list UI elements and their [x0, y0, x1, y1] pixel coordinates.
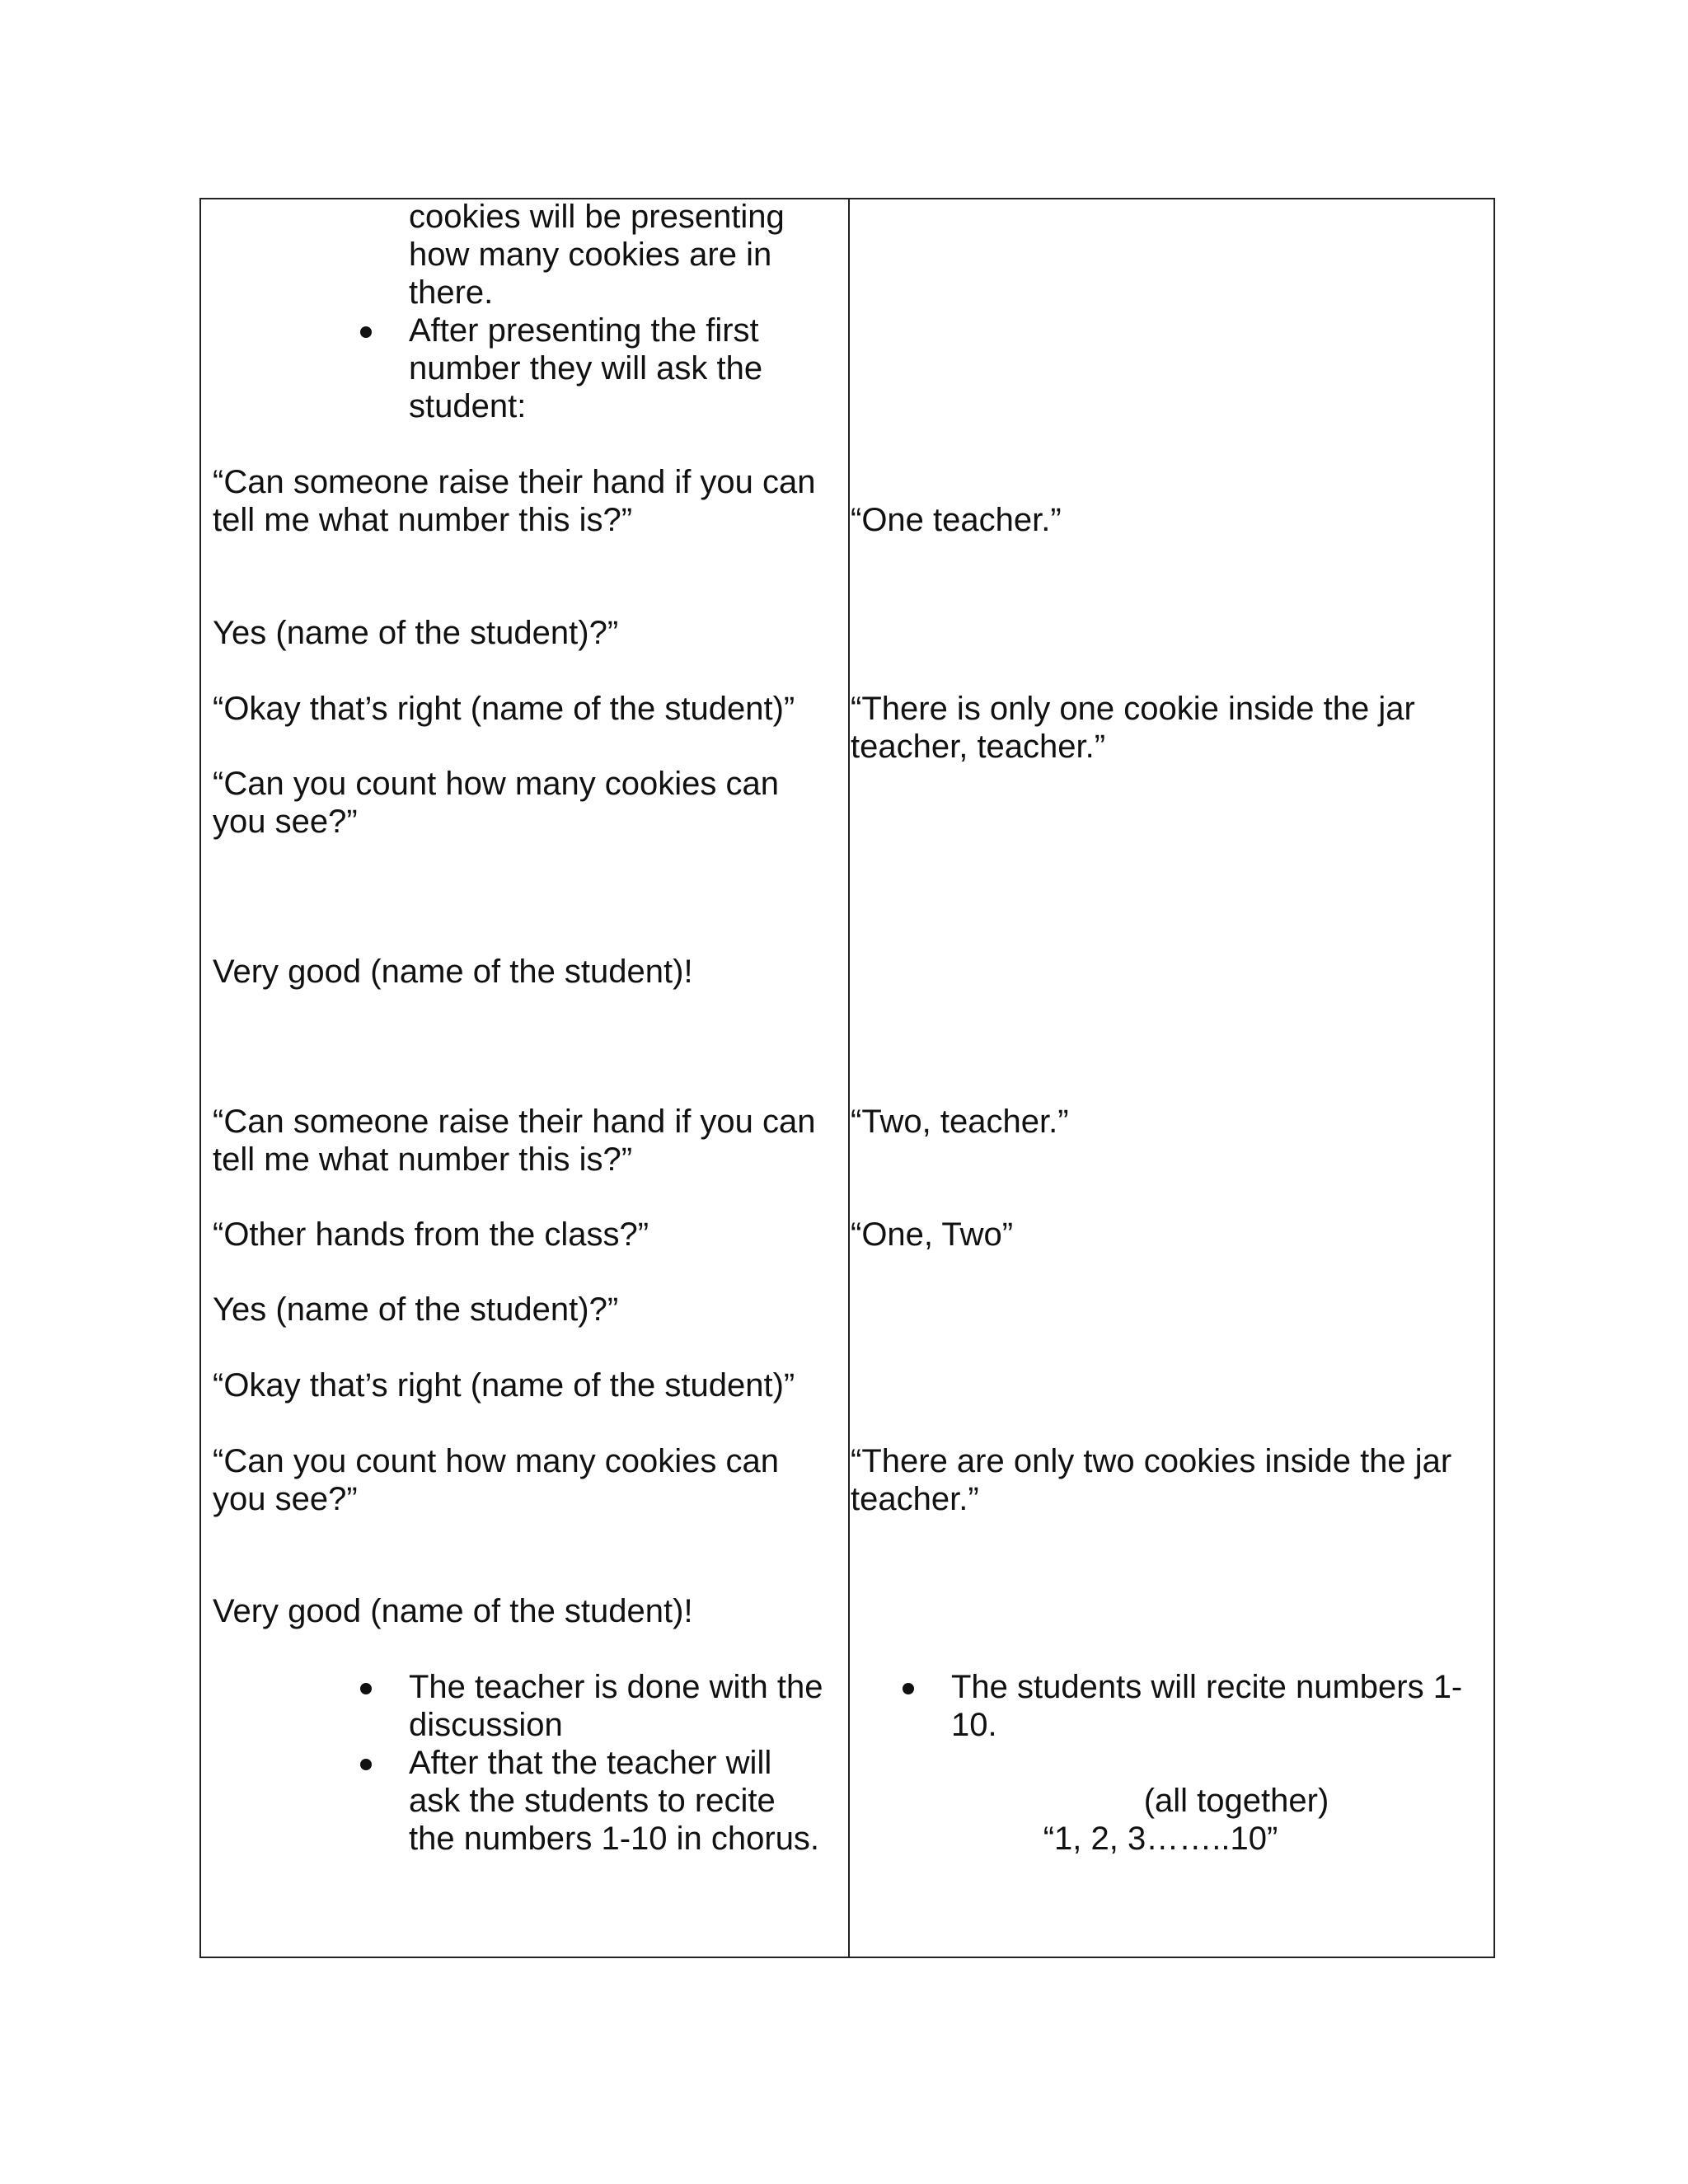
- count-question-1-line-1: “Can you count how many cookies can: [213, 766, 780, 802]
- bullet-icon: [360, 1759, 372, 1770]
- response-one-teacher: “One teacher.”: [851, 502, 1062, 538]
- okay-right-2: “Okay that’s right (name of the student)”: [213, 1367, 795, 1404]
- intro-line-1: cookies will be presenting: [409, 199, 785, 235]
- yes-student-1: Yes (name of the student)?”: [213, 615, 619, 651]
- other-hands: “Other hands from the class?”: [213, 1216, 649, 1253]
- response-one-cookie-line-1: “There is only one cookie inside the jar: [851, 691, 1415, 727]
- question-2-line-2: tell me what number this is?”: [213, 1141, 633, 1178]
- bullet-after-first-line-3: student:: [409, 388, 527, 424]
- question-1-line-1: “Can someone raise their hand if you can: [213, 464, 816, 500]
- recite-bullet-line-2: 10.: [951, 1707, 997, 1743]
- bullet-after-first-line-1: After presenting the first: [409, 312, 759, 349]
- all-together: (all together): [1143, 1783, 1329, 1819]
- question-1-line-2: tell me what number this is?”: [213, 502, 633, 538]
- recite-bullet-line-1: The students will recite numbers 1-: [951, 1669, 1463, 1705]
- bullet-after-first-line-2: number they will ask the: [409, 350, 763, 387]
- yes-student-2: Yes (name of the student)?”: [213, 1291, 619, 1328]
- very-good-1: Very good (name of the student)!: [213, 954, 693, 990]
- bullet-icon: [360, 1683, 372, 1694]
- bullet-done-line-1: The teacher is done with the: [409, 1669, 823, 1705]
- bullet-icon: [360, 326, 372, 338]
- bullet-recite-line-2: ask the students to recite: [409, 1783, 776, 1819]
- bullet-recite-line-3: the numbers 1-10 in chorus.: [409, 1821, 820, 1857]
- very-good-2: Very good (name of the student)!: [213, 1593, 693, 1629]
- count-question-1-line-2: you see?”: [213, 804, 358, 840]
- count-question-2-line-1: “Can you count how many cookies can: [213, 1443, 780, 1479]
- response-two-cookies-line-1: “There are only two cookies inside the jar: [851, 1443, 1452, 1479]
- intro-line-3: there.: [409, 274, 494, 311]
- response-two-teacher: “Two, teacher.”: [851, 1104, 1069, 1140]
- response-one-cookie-line-2: teacher, teacher.”: [851, 729, 1106, 765]
- response-one-two: “One, Two”: [851, 1216, 1014, 1253]
- bullet-recite-line-1: After that the teacher will: [409, 1745, 772, 1781]
- intro-line-2: how many cookies are in: [409, 237, 772, 273]
- okay-right-1: “Okay that’s right (name of the student)”: [213, 691, 795, 727]
- count-question-2-line-2: you see?”: [213, 1481, 358, 1517]
- response-two-cookies-line-2: teacher.”: [851, 1481, 979, 1517]
- bullet-done-line-2: discussion: [409, 1707, 563, 1743]
- bullet-icon: [903, 1683, 914, 1694]
- count-chorus: “1, 2, 3……..10”: [1043, 1821, 1278, 1857]
- column-divider: [848, 199, 850, 1957]
- question-2-line-1: “Can someone raise their hand if you can: [213, 1104, 816, 1140]
